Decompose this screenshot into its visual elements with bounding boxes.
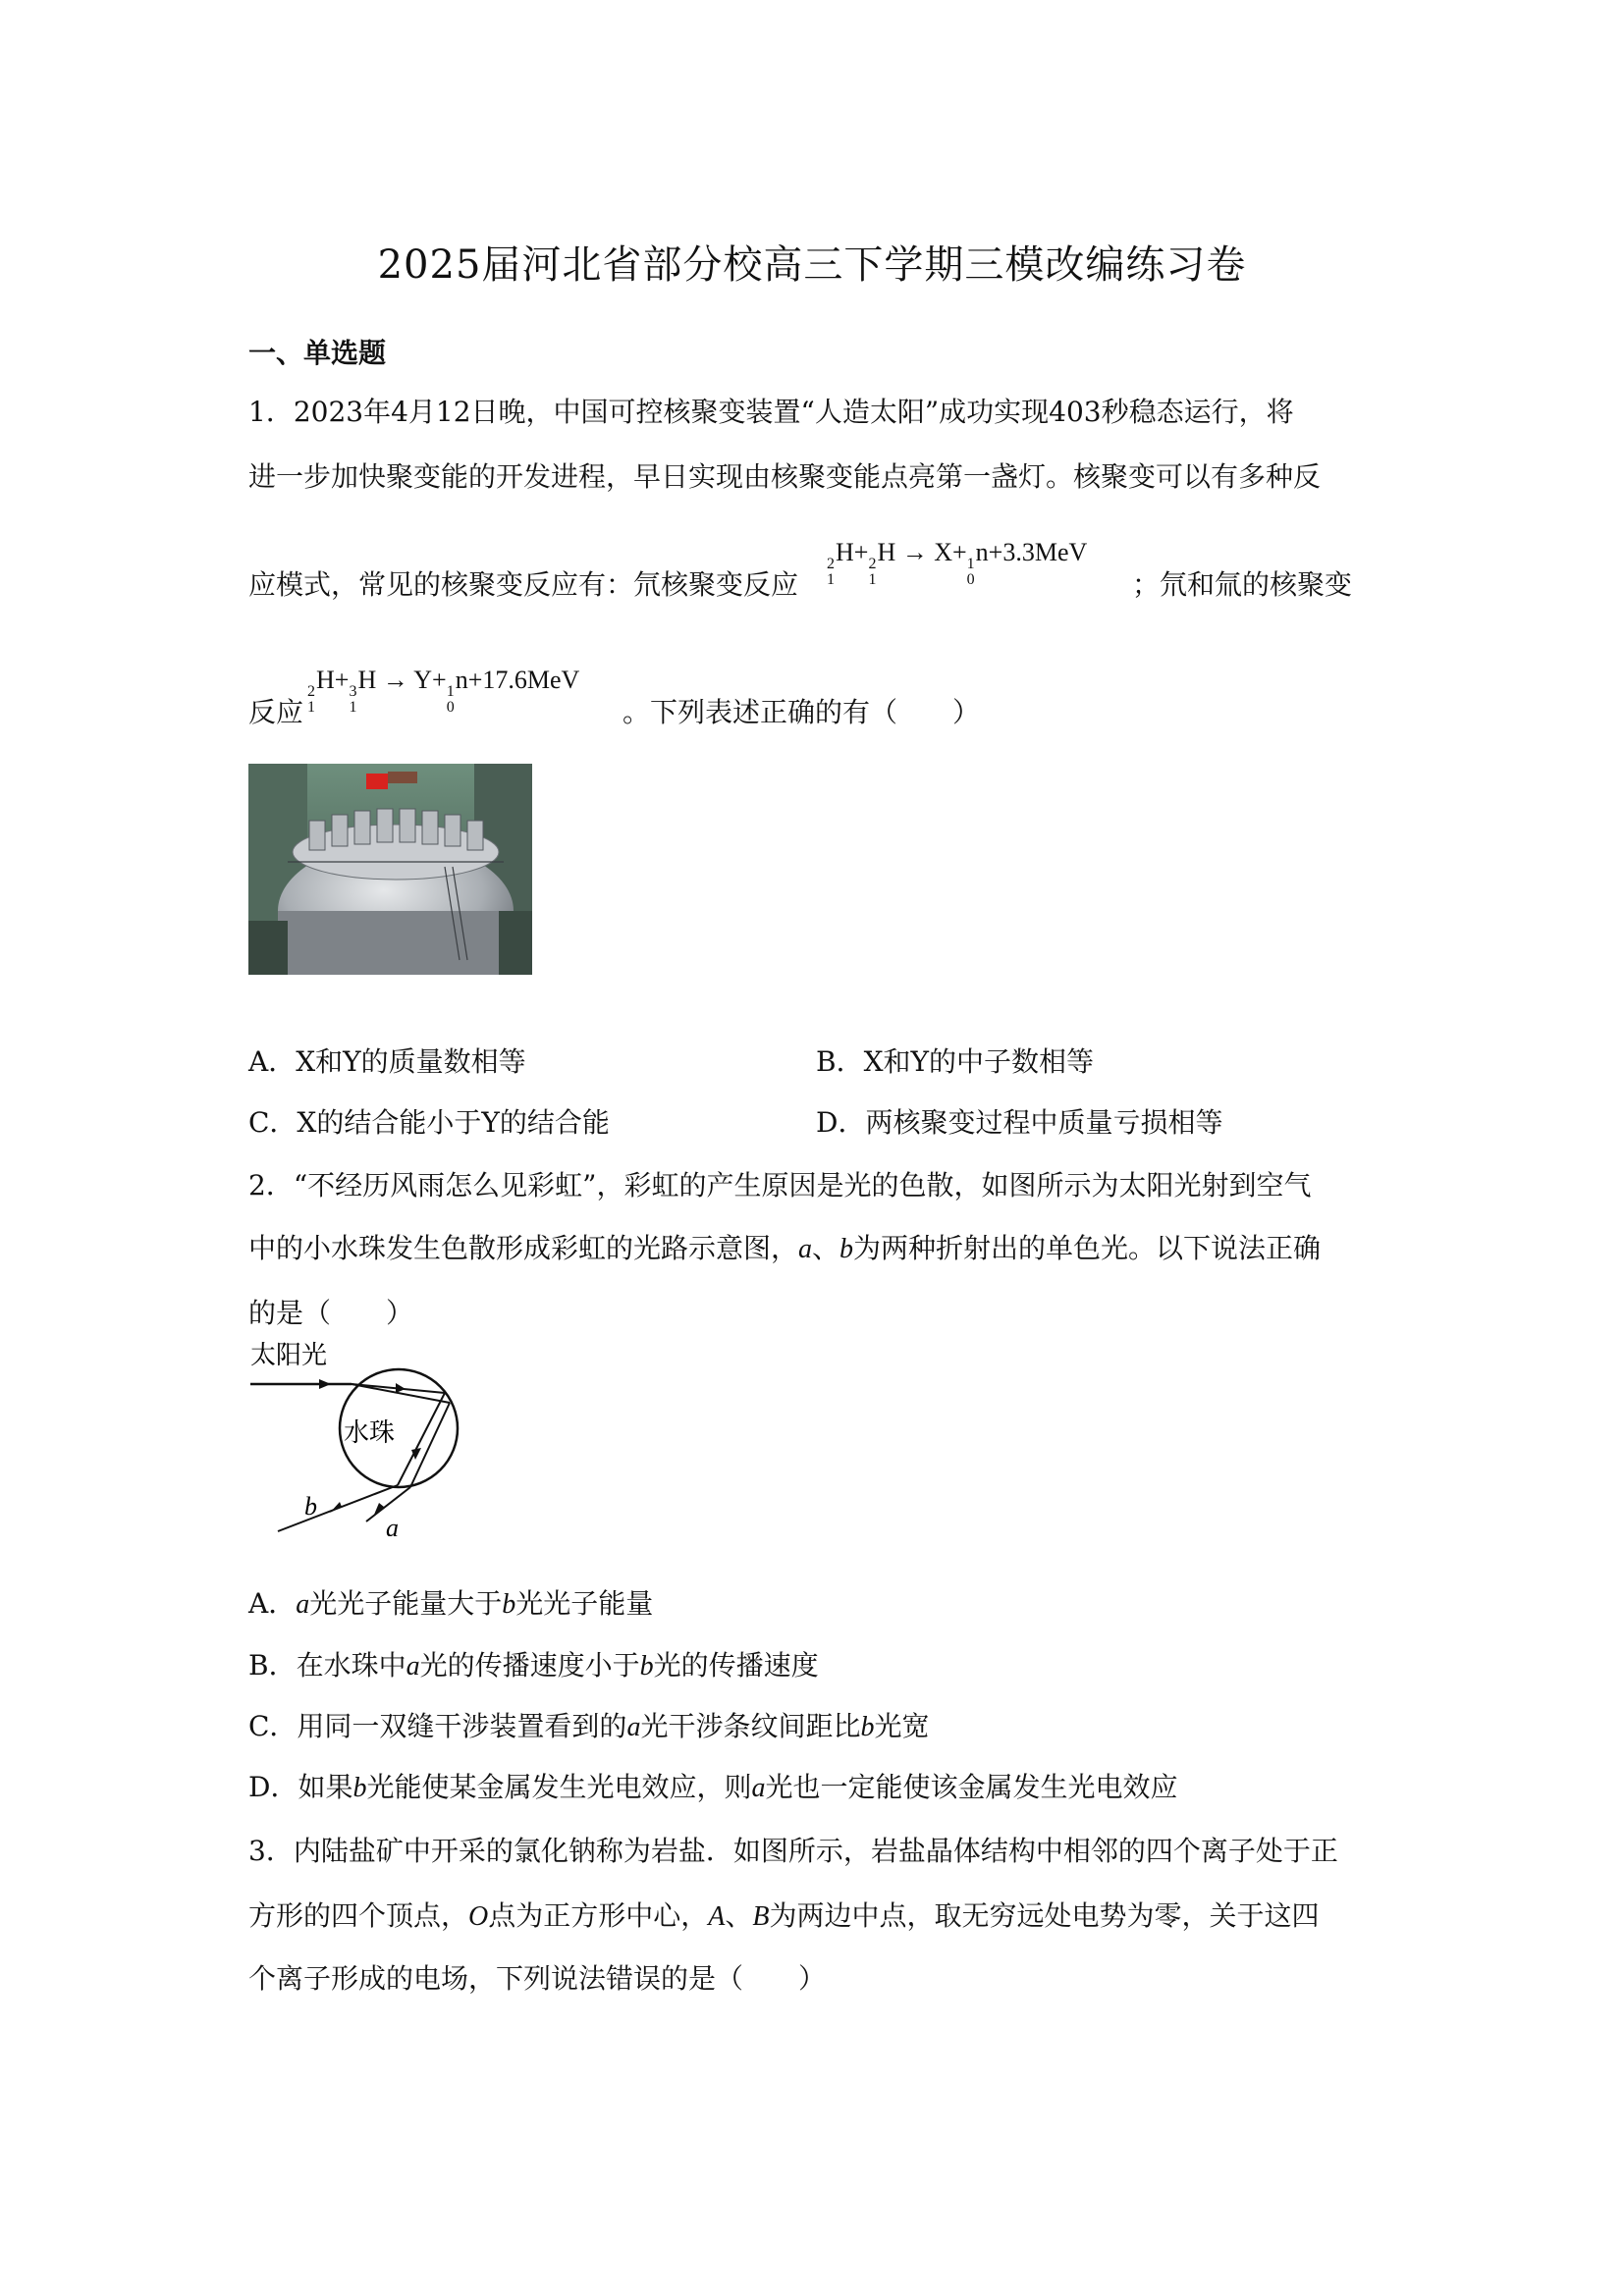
q1-option-b[interactable]: B．X和Y的中子数相等 — [816, 1045, 1094, 1078]
q1-line4-text: 反应 — [248, 696, 304, 728]
q3-line1: 3．内陆盐矿中开采的氯化钠称为岩盐．如图所示，岩盐晶体结构中相邻的四个离子处于正 — [248, 1835, 1338, 1867]
q1-option-a[interactable]: A．X和Y的质量数相等 — [248, 1045, 526, 1078]
q1-line3-tail: ；氘和氚的核聚变 — [1132, 568, 1353, 601]
ray-a-label: a — [386, 1514, 399, 1536]
q1-option-d[interactable]: D．两核聚变过程中质量亏损相等 — [816, 1106, 1223, 1139]
water-drop-label: 水珠 — [344, 1418, 396, 1447]
page-title: 2025届河北省部分校高三下学期三模改编练习卷 — [377, 242, 1247, 288]
fusion-device-photo — [248, 764, 532, 975]
sun-light-label: 太阳光 — [250, 1341, 328, 1369]
q1-option-c[interactable]: C．X的结合能小于Y的结合能 — [248, 1106, 610, 1139]
ray-b-label: b — [304, 1492, 317, 1521]
q1-line1: 1．2023年4月12日晚，中国可控核聚变装置“人造太阳”成功实现403秒稳态运行，将 — [248, 396, 1294, 428]
q1-line3-text: 应模式，常见的核聚变反应有：氘核聚变反应 — [248, 568, 799, 601]
q1-line2: 进一步加快聚变能的开发进程，早日实现由核聚变能点亮第一盏灯。核聚变可以有多种反 — [248, 460, 1322, 493]
q3-line2: 方形的四个顶点，O点为正方形中心，A、B为两边中点，取无穷远处电势为零，关于这四 — [248, 1899, 1320, 1932]
q1-line4-tail: 。下列表述正确的有（ ） — [623, 696, 981, 728]
q2-option-d[interactable]: D．如果b光能使某金属发生光电效应，则a光也一定能使该金属发生光电效应 — [248, 1771, 1178, 1803]
q3-line3: 个离子形成的电场，下列说法错误的是（ ） — [248, 1962, 827, 1995]
q2-option-a[interactable]: A．a光光子能量大于b光光子能量 — [248, 1587, 654, 1620]
rainbow-light-path-diagram — [248, 1340, 464, 1536]
q2-option-b[interactable]: B．在水珠中a光的传播速度小于b光的传播速度 — [248, 1649, 819, 1682]
q2-option-c[interactable]: C．用同一双缝干涉装置看到的a光干涉条纹间距比b光宽 — [248, 1710, 930, 1742]
section-heading: 一、单选题 — [248, 337, 387, 369]
q1-equation-deuterium: 2 1 H+ 2 1 H → X+ 1 0 n+3.3MeV — [827, 538, 1088, 588]
q2-line2: 中的小水珠发生色散形成彩虹的光路示意图，a、b为两种折射出的单色光。以下说法正确 — [248, 1232, 1322, 1264]
q1-equation-dt: 2 1 H+ 3 1 H → Y+ 1 0 n+17.6MeV — [307, 666, 580, 716]
q2-line1: 2．“不经历风雨怎么见彩虹”，彩虹的产生原因是光的色散，如图所示为太阳光射到空气 — [248, 1169, 1312, 1201]
q2-line3: 的是（ ） — [248, 1297, 414, 1329]
